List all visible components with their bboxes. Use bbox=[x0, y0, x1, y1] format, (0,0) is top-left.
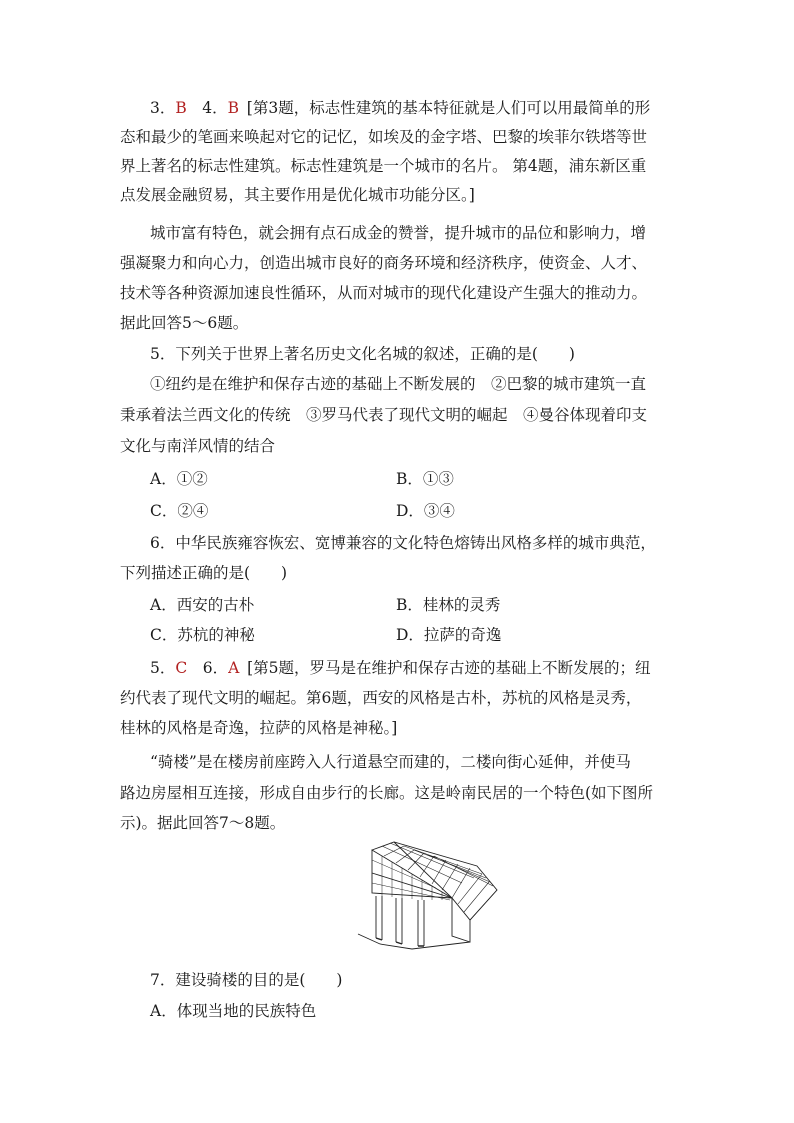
q6-option-a: A．西安的古朴 bbox=[150, 596, 255, 614]
explanation-line: 态和最少的笔画来唤起对它的记忆，如埃及的金字塔、巴黎的埃菲尔铁塔等世 bbox=[120, 128, 648, 146]
arcade-building-illustration bbox=[352, 838, 502, 950]
passage-line: 城市富有特色，就会拥有点石成金的赞誉，提升城市的品位和影响力，增 bbox=[150, 224, 647, 242]
q4-number: 4． bbox=[202, 99, 228, 117]
q5-items-line: ①纽约是在维护和保存古迹的基础上不断发展的 ②巴黎的城市建筑一直 bbox=[150, 375, 647, 393]
q5-option-a: A．①② bbox=[150, 470, 208, 488]
q3-answer: B bbox=[175, 99, 187, 117]
q6-answer: A bbox=[228, 659, 240, 677]
q5-option-d: D．③④ bbox=[396, 502, 455, 520]
explanation-line: 桂林的风格是奇逸，拉萨的风格是神秘。] bbox=[120, 719, 398, 737]
q4-answer: B bbox=[227, 99, 240, 117]
q5-items-line: 秉承着法兰西文化的传统 ③罗马代表了现代文明的崛起 ④曼谷体现着印支 bbox=[120, 406, 648, 424]
q5-option-c: C．②④ bbox=[150, 502, 209, 520]
q7-option-a: A．体现当地的民族特色 bbox=[150, 1002, 317, 1020]
q5-number: 5． bbox=[150, 659, 176, 677]
q6-stem-cont: 下列描述正确的是( ) bbox=[120, 564, 288, 582]
passage-line: 路边房屋相互连接，形成自由步行的长廊。这是岭南民居的一个特色(如下图所 bbox=[120, 784, 654, 802]
q5-6-explanation-lead: [第5题，罗马是在维护和保存古迹的基础上不断发展的；纽 bbox=[247, 659, 651, 677]
q5-answer: C bbox=[175, 659, 188, 677]
answer-line-5-6 bbox=[150, 658, 651, 678]
q3-number: 3． bbox=[150, 99, 176, 117]
explanation-line: 约代表了现代文明的崛起。第6题，西安的风格是古朴，苏杭的风格是灵秀， bbox=[120, 689, 642, 707]
explanation-line: 界上著名的标志性建筑。标志性建筑是一个城市的名片。 第4题，浦东新区重 bbox=[120, 157, 647, 175]
q7-stem: 7．建设骑楼的目的是( ) bbox=[150, 971, 343, 989]
q6-option-b: B．桂林的灵秀 bbox=[396, 596, 501, 614]
passage-line: 示)。据此回答7～8题。 bbox=[120, 814, 286, 832]
q5-items-line: 文化与南洋风情的结合 bbox=[120, 437, 276, 455]
passage-line: “骑楼”是在楼房前座跨入人行道悬空而建的，二楼向街心延伸，并使马 bbox=[150, 753, 631, 771]
passage-line: 技术等各种资源加速良性循环，从而对城市的现代化建设产生强大的推动力。 bbox=[120, 284, 648, 302]
q5-option-b: B．①③ bbox=[396, 470, 454, 488]
answer-line-3-4 bbox=[150, 98, 650, 118]
q6-number: 6． bbox=[202, 659, 229, 677]
q6-option-c: C．苏杭的神秘 bbox=[150, 626, 255, 644]
q6-option-d: D．拉萨的奇逸 bbox=[396, 626, 502, 644]
passage-line: 据此回答5～6题。 bbox=[120, 314, 249, 332]
q3-4-explanation-lead: [第3题，标志性建筑的基本特征就是人们可以用最简单的形 bbox=[246, 99, 651, 117]
explanation-line: 点发展金融贸易，其主要作用是优化城市功能分区。] bbox=[120, 186, 475, 204]
q6-stem: 6．中华民族雍容恢宏、宽博兼容的文化特色熔铸出风格多样的城市典范， bbox=[150, 534, 656, 552]
q5-stem: 5．下列关于世界上著名历史文化名城的叙述，正确的是( ) bbox=[150, 345, 575, 363]
passage-line: 强凝聚力和向心力，创造出城市良好的商务环境和经济秩序，使资金、人才、 bbox=[120, 254, 648, 272]
